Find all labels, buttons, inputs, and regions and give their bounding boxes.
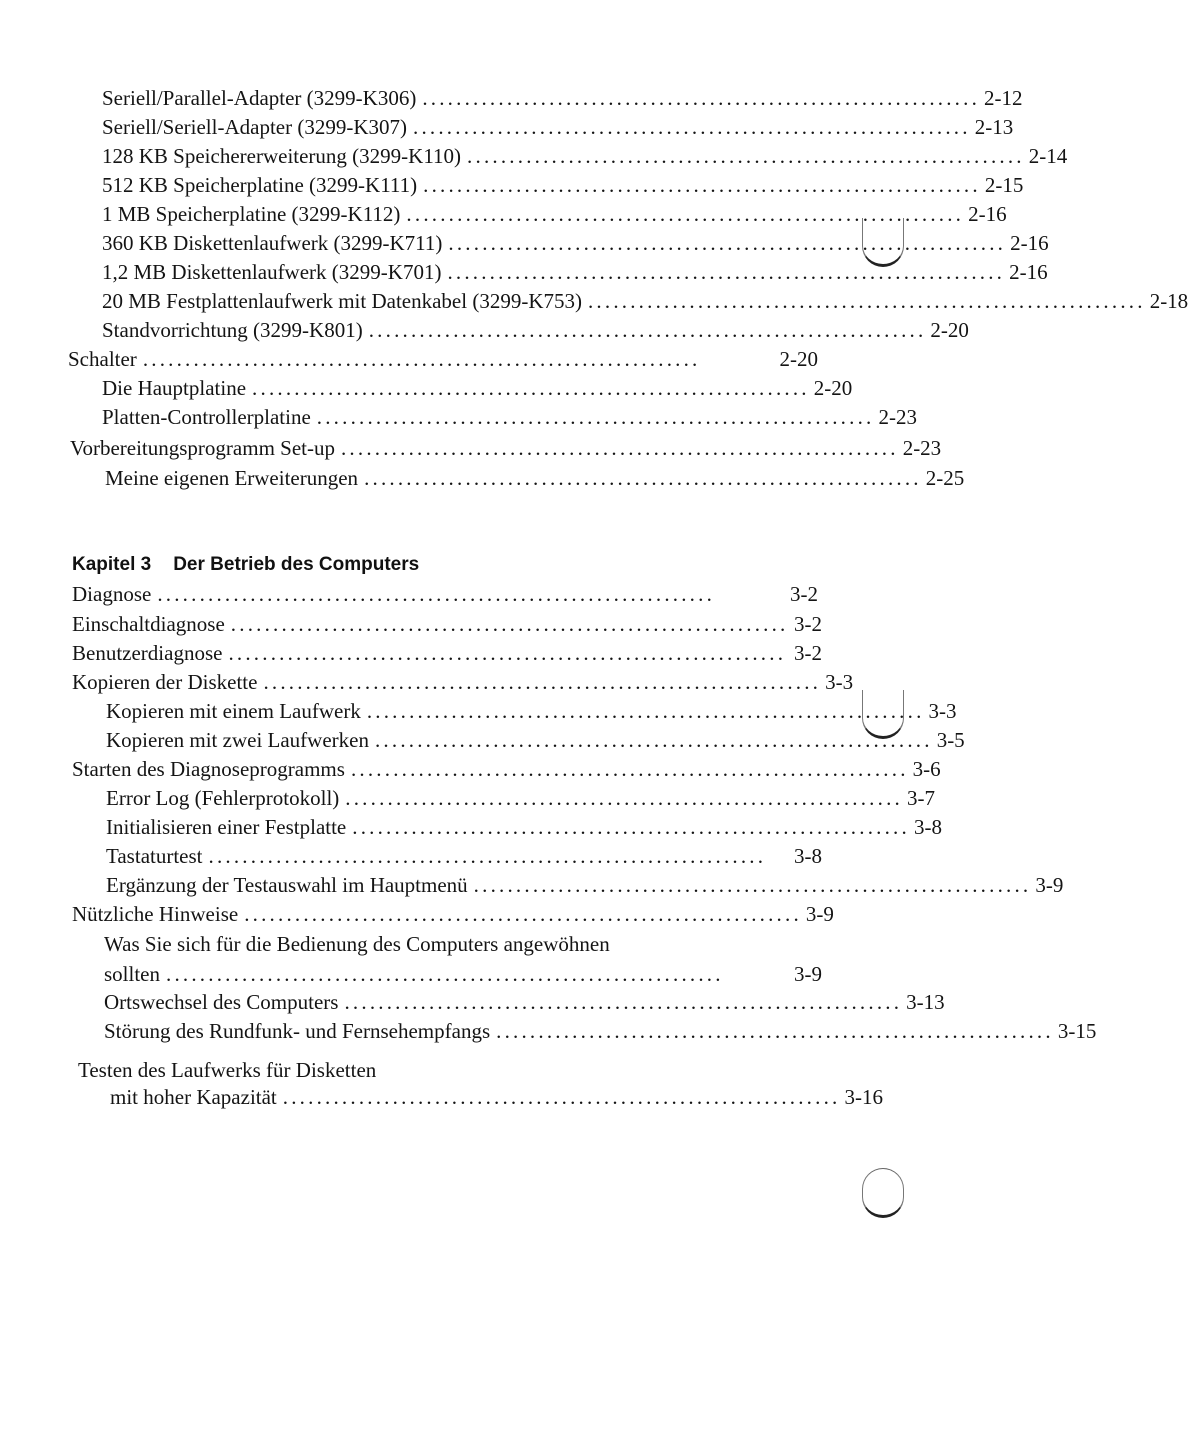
toc-entry [106, 838, 822, 868]
dot-leader: .................................................................. [364, 466, 922, 490]
chapter-title: Der Betrieb des Computers [173, 554, 420, 575]
toc-entry [72, 751, 941, 781]
toc-entry-page: 2-23 [902, 436, 942, 460]
dot-leader: .................................................................. [344, 990, 903, 1014]
chapter-number: Kapitel 3 [72, 554, 152, 575]
toc-entry-page: 2-16 [1009, 260, 1048, 284]
dot-leader: .................................................................. [157, 582, 716, 606]
dot-leader: .................................................................. [587, 289, 1146, 313]
toc-entry-page: 3-9 [794, 962, 822, 986]
dot-leader: .................................................................. [366, 699, 925, 723]
dot-leader: .................................................................. [413, 115, 971, 139]
toc-entry [102, 138, 1068, 168]
dot-leader: .................................................................. [244, 902, 802, 926]
dot-leader: .................................................................. [422, 86, 981, 110]
dot-leader: .................................................................. [340, 436, 899, 460]
toc-entry-page: 3-8 [913, 815, 942, 839]
toc-entry [102, 109, 1014, 139]
toc-entry [102, 225, 1049, 255]
toc-entry-title: 128 KB Speichererweiterung (3299-K110) [102, 144, 462, 168]
toc-entry-page: 3-9 [1035, 873, 1064, 897]
dot-leader: .................................................................. [374, 728, 933, 752]
toc-entry-title: Tastaturtest [106, 844, 203, 868]
toc-entry-page: 2-18 [1149, 289, 1188, 313]
toc-entry-title: Schalter [68, 347, 137, 371]
toc-entry [102, 80, 1023, 110]
dot-leader: .................................................................. [423, 173, 981, 197]
toc-entry-page: 3-5 [936, 728, 965, 752]
toc-entry-title: Kopieren mit zwei Laufwerken [106, 728, 369, 752]
toc-entry-title: Nützliche Hinweise [72, 902, 239, 926]
toc-entry-page: 3-2 [794, 612, 822, 636]
toc-entry-page: 3-2 [790, 582, 818, 606]
toc-entry-title: Starten des Diagnoseprogramms [72, 757, 345, 781]
toc-entry [106, 809, 942, 839]
toc-entry-page: 2-20 [813, 376, 853, 400]
toc-entry [106, 722, 965, 752]
toc-entry-title: 20 MB Festplattenlaufwerk mit Datenkabel (3299-K753) [102, 289, 582, 313]
toc-entry [110, 1079, 883, 1109]
toc-entry-title: Benutzerdiagnose [72, 641, 223, 665]
toc-entry-title: Seriell/Seriell-Adapter (3299-K307) [102, 115, 407, 139]
toc-entry-title: Ergänzung der Testauswahl im Hauptmenü [106, 873, 468, 897]
toc-entry-page: 3-13 [906, 990, 945, 1014]
toc-entry-page: 2-16 [968, 202, 1007, 226]
toc-entry [72, 635, 822, 665]
toc-entry-title: Diagnose [72, 582, 152, 606]
toc-entry-title-line1: Testen des Laufwerks für Disketten [78, 1058, 377, 1082]
toc-entry [72, 606, 822, 636]
toc-entry-title: Vorbereitungsprogramm Set-up [70, 436, 335, 460]
dot-leader: .................................................................. [230, 612, 789, 636]
toc-entry-page: 3-6 [912, 757, 941, 781]
dot-leader: .................................................................. [350, 757, 909, 781]
toc-entry [102, 399, 917, 429]
toc-entry-title: 512 KB Speicherplatine (3299-K111) [102, 173, 418, 197]
toc-entry [104, 956, 822, 986]
toc-entry-title: mit hoher Kapazität [110, 1085, 277, 1109]
toc-entry [72, 896, 834, 926]
dot-leader: .................................................................. [252, 376, 810, 400]
toc-entry-title: Error Log (Fehlerprotokoll) [106, 786, 340, 810]
toc-entry [106, 693, 957, 723]
toc-entry [68, 341, 818, 371]
dot-leader: .................................................................. [352, 815, 910, 839]
toc-entry [106, 867, 1064, 897]
dot-leader: .................................................................. [473, 873, 1032, 897]
dot-leader: .................................................................. [345, 786, 903, 810]
toc-entry-page: 2-23 [878, 405, 917, 429]
toc-entry-page: 3-15 [1057, 1019, 1097, 1043]
toc-entry-page: 2-13 [974, 115, 1014, 139]
toc-entry-page: 2-12 [984, 86, 1023, 110]
toc-entry-title: 360 KB Diskettenlaufwerk (3299-K711) [102, 231, 443, 255]
toc-entry [106, 780, 935, 810]
dot-leader: .................................................................. [448, 231, 1007, 255]
toc-entry-page: 2-16 [1010, 231, 1049, 255]
toc-entry-title-line1: Was Sie sich für die Bedienung des Computers angewöhnen [104, 932, 610, 956]
toc-entry-title: Standvorrichtung (3299-K801) [102, 318, 363, 342]
toc-entry-page: 3-3 [825, 670, 854, 694]
dot-leader: .................................................................. [496, 1019, 1054, 1043]
toc-entry-title: Initialisieren einer Festplatte [106, 815, 347, 839]
dot-leader: .................................................................. [368, 318, 927, 342]
toc-entry-page: 3-2 [794, 641, 822, 665]
dot-leader: .................................................................. [228, 641, 787, 665]
toc-entry-title: Kopieren mit einem Laufwerk [106, 699, 361, 723]
toc-entry-page: 2-25 [925, 466, 965, 490]
toc-entry [105, 460, 965, 490]
toc-entry-page: 2-15 [984, 173, 1024, 197]
dot-leader: .................................................................. [406, 202, 965, 226]
chapter-heading [72, 554, 419, 576]
dot-leader: .................................................................. [467, 144, 1025, 168]
toc-entry-title: Ortswechsel des Computers [104, 990, 339, 1014]
dot-leader: .................................................................. [282, 1085, 841, 1109]
toc-entry [102, 254, 1048, 284]
toc-entry-page: 3-16 [844, 1085, 883, 1109]
toc-entry-page: 2-20 [779, 347, 818, 371]
toc-entry-page: 3-7 [906, 786, 935, 810]
toc-entry-title: Kopieren der Diskette [72, 670, 258, 694]
toc-entry [102, 167, 1024, 197]
toc-entry [102, 312, 969, 342]
dot-leader: .................................................................. [447, 260, 1006, 284]
binder-hole-mark [862, 218, 904, 267]
toc-entry-title: Meine eigenen Erweiterungen [105, 466, 359, 490]
toc-entry [72, 664, 854, 694]
toc-entry [70, 430, 942, 460]
toc-entry-page: 3-9 [805, 902, 834, 926]
toc-entry-title: 1,2 MB Diskettenlaufwerk (3299-K701) [102, 260, 442, 284]
dot-leader: .................................................................. [142, 347, 701, 371]
dot-leader: .................................................................. [166, 962, 724, 986]
toc-entry [104, 1013, 1097, 1043]
toc-entry-page: 2-14 [1028, 144, 1068, 168]
dot-leader: .................................................................. [316, 405, 875, 429]
toc-entry-title: Störung des Rundfunk- und Fernsehempfangs [104, 1019, 491, 1043]
toc-entry [102, 370, 853, 400]
toc-entry-page: 3-3 [928, 699, 957, 723]
toc-entry [102, 283, 1188, 313]
toc-entry-page: 2-20 [930, 318, 969, 342]
toc-entry-title: sollten [104, 962, 160, 986]
binder-hole-mark [862, 690, 904, 739]
toc-entry-title: Seriell/Parallel-Adapter (3299-K306) [102, 86, 417, 110]
toc-entry [104, 984, 945, 1014]
dot-leader: .................................................................. [208, 844, 767, 868]
toc-entry-title: Platten-Controllerplatine [102, 405, 311, 429]
binder-hole-mark [862, 1168, 904, 1218]
toc-entry-title: Die Hauptplatine [102, 376, 247, 400]
dot-leader: .................................................................. [263, 670, 822, 694]
toc-entry [72, 576, 818, 606]
toc-entry-page: 3-8 [794, 844, 822, 868]
toc-entry-title: Einschaltdiagnose [72, 612, 225, 636]
toc-entry [102, 196, 1007, 226]
toc-entry-title: 1 MB Speicherplatine (3299-K112) [102, 202, 401, 226]
